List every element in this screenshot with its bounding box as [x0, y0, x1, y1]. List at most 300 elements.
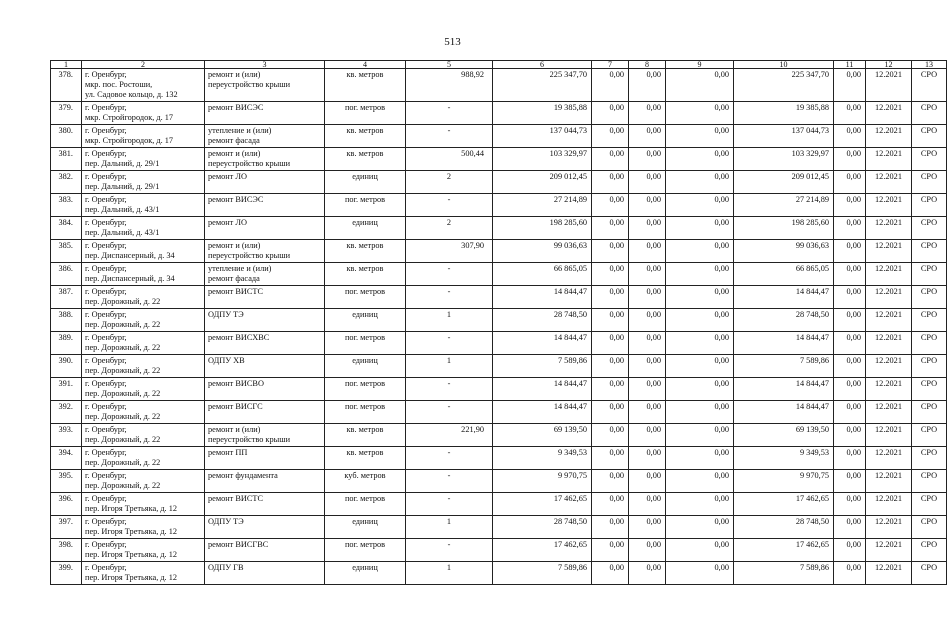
cost-cell: 0,00 [834, 378, 866, 401]
cost-cell: 0,00 [666, 263, 734, 286]
work-type-line: утепление и (или) [208, 126, 272, 135]
cost-cell: 0,00 [592, 286, 629, 309]
row-number: 397. [51, 516, 82, 539]
col-header: 12 [866, 61, 912, 69]
volume-cell: 1 [406, 309, 493, 332]
total-cost-cell: 17 462,65 [493, 539, 592, 562]
address-line: г. Оренбург, [85, 172, 127, 181]
unit-cell: куб. метров [325, 470, 406, 493]
work-type-cell [205, 470, 325, 493]
work-type-line: ремонт ЛО [208, 172, 247, 181]
work-type-line: утепление и (или) [208, 264, 272, 273]
cost-cell: 0,00 [592, 539, 629, 562]
method-cell: СРО [912, 263, 947, 286]
unit-cell: единиц [325, 562, 406, 585]
address-line: г. Оренбург, [85, 540, 127, 549]
cost-cell: 0,00 [834, 447, 866, 470]
cost-cell: 0,00 [629, 424, 666, 447]
deadline-cell: 12.2021 [866, 69, 912, 102]
cost-cell: 0,00 [629, 516, 666, 539]
address-line: г. Оренбург, [85, 218, 127, 227]
table-row [51, 562, 947, 585]
method-cell: СРО [912, 424, 947, 447]
table-row [51, 148, 947, 171]
row-number: 391. [51, 378, 82, 401]
volume-cell: 988,92 [406, 69, 493, 102]
row-number: 378. [51, 69, 82, 102]
row-number: 395. [51, 470, 82, 493]
volume-cell: - [406, 470, 493, 493]
table-row [51, 194, 947, 217]
unit-cell: пог. метров [325, 378, 406, 401]
cost-cell: 0,00 [592, 217, 629, 240]
header-row [51, 61, 947, 69]
work-type-cell [205, 493, 325, 516]
address-line: пер. Диспансерный, д. 34 [85, 251, 175, 260]
cost-cell: 0,00 [834, 470, 866, 493]
volume-cell: - [406, 125, 493, 148]
row-number: 384. [51, 217, 82, 240]
volume-cell: - [406, 378, 493, 401]
cost-cell: 0,00 [666, 470, 734, 493]
row-number: 393. [51, 424, 82, 447]
volume-cell: - [406, 539, 493, 562]
deadline-cell: 12.2021 [866, 194, 912, 217]
cost-cell: 14 844,47 [734, 378, 834, 401]
cost-cell: 0,00 [666, 148, 734, 171]
cost-cell: 0,00 [592, 516, 629, 539]
cost-cell: 0,00 [592, 263, 629, 286]
cost-cell: 7 589,86 [734, 355, 834, 378]
cost-cell: 28 748,50 [734, 516, 834, 539]
cost-cell: 66 865,05 [734, 263, 834, 286]
cost-cell: 7 589,86 [734, 562, 834, 585]
unit-cell: единиц [325, 171, 406, 194]
row-number: 399. [51, 562, 82, 585]
col-header: 6 [493, 61, 592, 69]
cost-cell: 0,00 [834, 263, 866, 286]
cost-cell: 0,00 [629, 401, 666, 424]
table-row [51, 539, 947, 562]
total-cost-cell: 28 748,50 [493, 516, 592, 539]
cost-cell: 27 214,89 [734, 194, 834, 217]
address-line: пер. Дальний, д. 29/1 [85, 182, 160, 191]
deadline-cell: 12.2021 [866, 309, 912, 332]
work-type-cell [205, 217, 325, 240]
cost-cell: 0,00 [629, 332, 666, 355]
method-cell: СРО [912, 516, 947, 539]
work-type-cell [205, 424, 325, 447]
address-cell [82, 401, 205, 424]
row-number: 396. [51, 493, 82, 516]
address-line: г. Оренбург, [85, 287, 127, 296]
cost-cell: 0,00 [834, 69, 866, 102]
cost-cell: 0,00 [592, 148, 629, 171]
cost-cell: 0,00 [592, 378, 629, 401]
address-line: г. Оренбург, [85, 126, 127, 135]
row-number: 386. [51, 263, 82, 286]
address-line: пер. Дорожный, д. 22 [85, 481, 161, 490]
cost-cell: 0,00 [834, 286, 866, 309]
address-cell [82, 493, 205, 516]
volume-cell: 1 [406, 355, 493, 378]
total-cost-cell: 14 844,47 [493, 286, 592, 309]
deadline-cell: 12.2021 [866, 102, 912, 125]
cost-cell: 0,00 [666, 539, 734, 562]
row-number: 398. [51, 539, 82, 562]
cost-cell: 0,00 [592, 309, 629, 332]
work-type-cell [205, 355, 325, 378]
work-type-cell [205, 286, 325, 309]
cost-cell: 0,00 [834, 355, 866, 378]
total-cost-cell: 7 589,86 [493, 355, 592, 378]
address-line: мкр. Стройгородок, д. 17 [85, 113, 174, 122]
address-line: пер. Дорожный, д. 22 [85, 320, 161, 329]
volume-cell: 500,44 [406, 148, 493, 171]
address-line: пер. Дорожный, д. 22 [85, 435, 161, 444]
work-type-cell [205, 516, 325, 539]
work-type-line: переустройство крыши [208, 251, 291, 260]
cost-cell: 0,00 [629, 309, 666, 332]
table-row [51, 69, 947, 102]
work-type-cell [205, 148, 325, 171]
cost-cell: 0,00 [666, 378, 734, 401]
cost-cell: 225 347,70 [734, 69, 834, 102]
volume-cell: - [406, 194, 493, 217]
work-type-cell [205, 378, 325, 401]
method-cell: СРО [912, 240, 947, 263]
deadline-cell: 12.2021 [866, 355, 912, 378]
cost-cell: 14 844,47 [734, 332, 834, 355]
work-type-line: ОДПУ ГВ [208, 563, 244, 572]
cost-cell: 0,00 [592, 447, 629, 470]
work-type-cell [205, 447, 325, 470]
cost-cell: 0,00 [629, 125, 666, 148]
total-cost-cell: 198 285,60 [493, 217, 592, 240]
method-cell: СРО [912, 286, 947, 309]
method-cell: СРО [912, 125, 947, 148]
address-line: пер. Игоря Третьяка, д. 12 [85, 550, 178, 559]
method-cell: СРО [912, 562, 947, 585]
work-type-line: ремонт ВИСТС [208, 287, 264, 296]
volume-cell: - [406, 102, 493, 125]
work-type-cell [205, 263, 325, 286]
work-type-cell [205, 125, 325, 148]
work-type-cell [205, 102, 325, 125]
registry-table [50, 60, 947, 585]
total-cost-cell: 225 347,70 [493, 69, 592, 102]
work-type-cell [205, 240, 325, 263]
deadline-cell: 12.2021 [866, 286, 912, 309]
work-type-line: ремонт и (или) [208, 241, 261, 250]
work-type-line: ремонт ВИСЭС [208, 195, 264, 204]
method-cell: СРО [912, 539, 947, 562]
work-type-line: ремонт фасада [208, 274, 260, 283]
cost-cell: 0,00 [834, 171, 866, 194]
method-cell: СРО [912, 493, 947, 516]
work-type-line: переустройство крыши [208, 80, 291, 89]
volume-cell: 2 [406, 171, 493, 194]
work-type-line: ремонт фасада [208, 136, 260, 145]
address-cell [82, 539, 205, 562]
table-row [51, 102, 947, 125]
volume-cell: 2 [406, 217, 493, 240]
deadline-cell: 12.2021 [866, 424, 912, 447]
work-type-line: ремонт и (или) [208, 425, 261, 434]
table-row [51, 493, 947, 516]
work-type-line: ремонт ПП [208, 448, 248, 457]
work-type-line: ремонт и (или) [208, 149, 261, 158]
table-row [51, 355, 947, 378]
address-line: ул. Садовое кольцо, д. 132 [85, 90, 178, 99]
address-line: г. Оренбург, [85, 264, 127, 273]
address-line: пер. Дорожный, д. 22 [85, 458, 161, 467]
cost-cell: 0,00 [834, 332, 866, 355]
col-header: 2 [82, 61, 205, 69]
deadline-cell: 12.2021 [866, 539, 912, 562]
cost-cell: 17 462,65 [734, 493, 834, 516]
cost-cell: 17 462,65 [734, 539, 834, 562]
unit-cell: пог. метров [325, 539, 406, 562]
deadline-cell: 12.2021 [866, 470, 912, 493]
cost-cell: 0,00 [592, 332, 629, 355]
cost-cell: 0,00 [666, 493, 734, 516]
total-cost-cell: 103 329,97 [493, 148, 592, 171]
cost-cell: 0,00 [666, 424, 734, 447]
work-type-cell [205, 562, 325, 585]
deadline-cell: 12.2021 [866, 447, 912, 470]
row-number: 382. [51, 171, 82, 194]
address-cell [82, 148, 205, 171]
cost-cell: 0,00 [834, 516, 866, 539]
cost-cell: 0,00 [629, 148, 666, 171]
address-line: г. Оренбург, [85, 241, 127, 250]
address-line: г. Оренбург, [85, 356, 127, 365]
address-line: г. Оренбург, [85, 195, 127, 204]
address-line: г. Оренбург, [85, 425, 127, 434]
unit-cell: пог. метров [325, 194, 406, 217]
volume-cell: - [406, 286, 493, 309]
address-line: пер. Дорожный, д. 22 [85, 389, 161, 398]
table-row [51, 378, 947, 401]
address-line: г. Оренбург, [85, 310, 127, 319]
row-number: 379. [51, 102, 82, 125]
total-cost-cell: 66 865,05 [493, 263, 592, 286]
volume-cell: - [406, 493, 493, 516]
unit-cell: кв. метров [325, 125, 406, 148]
address-cell [82, 355, 205, 378]
cost-cell: 0,00 [592, 424, 629, 447]
cost-cell: 0,00 [592, 493, 629, 516]
unit-cell: пог. метров [325, 286, 406, 309]
cost-cell: 0,00 [834, 539, 866, 562]
cost-cell: 0,00 [629, 69, 666, 102]
cost-cell: 0,00 [592, 562, 629, 585]
cost-cell: 0,00 [629, 562, 666, 585]
cost-cell: 0,00 [834, 194, 866, 217]
volume-cell: 307,90 [406, 240, 493, 263]
cost-cell: 0,00 [834, 217, 866, 240]
address-line: г. Оренбург, [85, 563, 127, 572]
cost-cell: 0,00 [834, 125, 866, 148]
cost-cell: 9 970,75 [734, 470, 834, 493]
unit-cell: пог. метров [325, 102, 406, 125]
cost-cell: 0,00 [629, 470, 666, 493]
table-row [51, 401, 947, 424]
work-type-cell [205, 171, 325, 194]
work-type-line: ОДПУ ТЭ [208, 517, 244, 526]
address-line: пер. Дальний, д. 43/1 [85, 228, 160, 237]
address-cell [82, 171, 205, 194]
cost-cell: 0,00 [834, 493, 866, 516]
table-row [51, 263, 947, 286]
row-number: 392. [51, 401, 82, 424]
row-number: 383. [51, 194, 82, 217]
address-cell [82, 309, 205, 332]
method-cell: СРО [912, 309, 947, 332]
cost-cell: 0,00 [592, 355, 629, 378]
total-cost-cell: 9 970,75 [493, 470, 592, 493]
unit-cell: пог. метров [325, 493, 406, 516]
cost-cell: 0,00 [592, 102, 629, 125]
cost-cell: 0,00 [834, 562, 866, 585]
cost-cell: 0,00 [592, 401, 629, 424]
cost-cell: 0,00 [834, 240, 866, 263]
col-header: 4 [325, 61, 406, 69]
cost-cell: 28 748,50 [734, 309, 834, 332]
address-cell [82, 286, 205, 309]
col-header: 11 [834, 61, 866, 69]
cost-cell: 0,00 [629, 378, 666, 401]
deadline-cell: 12.2021 [866, 125, 912, 148]
method-cell: СРО [912, 378, 947, 401]
cost-cell: 0,00 [666, 102, 734, 125]
total-cost-cell: 137 044,73 [493, 125, 592, 148]
col-header: 13 [912, 61, 947, 69]
table-row [51, 470, 947, 493]
unit-cell: пог. метров [325, 332, 406, 355]
work-type-cell [205, 401, 325, 424]
work-type-cell [205, 332, 325, 355]
address-line: г. Оренбург, [85, 494, 127, 503]
cost-cell: 99 036,63 [734, 240, 834, 263]
col-header: 9 [666, 61, 734, 69]
total-cost-cell: 209 012,45 [493, 171, 592, 194]
address-cell [82, 69, 205, 102]
volume-cell: 1 [406, 516, 493, 539]
method-cell: СРО [912, 171, 947, 194]
volume-cell: - [406, 447, 493, 470]
cost-cell: 0,00 [592, 240, 629, 263]
cost-cell: 0,00 [666, 217, 734, 240]
deadline-cell: 12.2021 [866, 562, 912, 585]
address-line: пер. Игоря Третьяка, д. 12 [85, 573, 178, 582]
cost-cell: 0,00 [592, 194, 629, 217]
table-row [51, 217, 947, 240]
cost-cell: 14 844,47 [734, 286, 834, 309]
table-row [51, 332, 947, 355]
total-cost-cell: 9 349,53 [493, 447, 592, 470]
unit-cell: кв. метров [325, 148, 406, 171]
cost-cell: 0,00 [666, 401, 734, 424]
row-number: 381. [51, 148, 82, 171]
deadline-cell: 12.2021 [866, 493, 912, 516]
total-cost-cell: 27 214,89 [493, 194, 592, 217]
deadline-cell: 12.2021 [866, 240, 912, 263]
unit-cell: кв. метров [325, 424, 406, 447]
work-type-line: ОДПУ ХВ [208, 356, 245, 365]
row-number: 388. [51, 309, 82, 332]
work-type-cell [205, 539, 325, 562]
volume-cell: - [406, 263, 493, 286]
work-type-line: ОДПУ ТЭ [208, 310, 244, 319]
cost-cell: 0,00 [666, 309, 734, 332]
col-header: 8 [629, 61, 666, 69]
cost-cell: 0,00 [666, 194, 734, 217]
cost-cell: 0,00 [629, 355, 666, 378]
table-row [51, 516, 947, 539]
address-cell [82, 102, 205, 125]
work-type-line: ремонт фундамента [208, 471, 278, 480]
address-cell [82, 378, 205, 401]
method-cell: СРО [912, 447, 947, 470]
address-cell [82, 332, 205, 355]
total-cost-cell: 14 844,47 [493, 378, 592, 401]
deadline-cell: 12.2021 [866, 148, 912, 171]
deadline-cell: 12.2021 [866, 217, 912, 240]
cost-cell: 0,00 [834, 148, 866, 171]
method-cell: СРО [912, 470, 947, 493]
work-type-line: ремонт ВИСГС [208, 402, 263, 411]
cost-cell: 19 385,88 [734, 102, 834, 125]
address-line: пер. Дальний, д. 29/1 [85, 159, 160, 168]
work-type-line: ремонт ЛО [208, 218, 247, 227]
address-line: г. Оренбург, [85, 149, 127, 158]
address-cell [82, 263, 205, 286]
work-type-line: ремонт и (или) [208, 70, 261, 79]
cost-cell: 0,00 [629, 263, 666, 286]
address-cell [82, 424, 205, 447]
cost-cell: 0,00 [834, 401, 866, 424]
unit-cell: единиц [325, 516, 406, 539]
cost-cell: 14 844,47 [734, 401, 834, 424]
address-line: г. Оренбург, [85, 402, 127, 411]
table-row [51, 240, 947, 263]
cost-cell: 0,00 [629, 171, 666, 194]
row-number: 394. [51, 447, 82, 470]
cost-cell: 0,00 [666, 332, 734, 355]
work-type-line: ремонт ВИСХВС [208, 333, 270, 342]
cost-cell: 0,00 [629, 539, 666, 562]
cost-cell: 0,00 [834, 102, 866, 125]
unit-cell: кв. метров [325, 447, 406, 470]
cost-cell: 103 329,97 [734, 148, 834, 171]
total-cost-cell: 14 844,47 [493, 332, 592, 355]
cost-cell: 0,00 [629, 217, 666, 240]
cost-cell: 0,00 [592, 125, 629, 148]
address-line: г. Оренбург, [85, 70, 127, 79]
unit-cell: единиц [325, 355, 406, 378]
work-type-line: ремонт ВИСГВС [208, 540, 269, 549]
deadline-cell: 12.2021 [866, 171, 912, 194]
cost-cell: 0,00 [666, 240, 734, 263]
cost-cell: 0,00 [666, 562, 734, 585]
table-row [51, 171, 947, 194]
address-line: пер. Дальний, д. 43/1 [85, 205, 160, 214]
cost-cell: 0,00 [592, 69, 629, 102]
address-cell [82, 447, 205, 470]
cost-cell: 198 285,60 [734, 217, 834, 240]
